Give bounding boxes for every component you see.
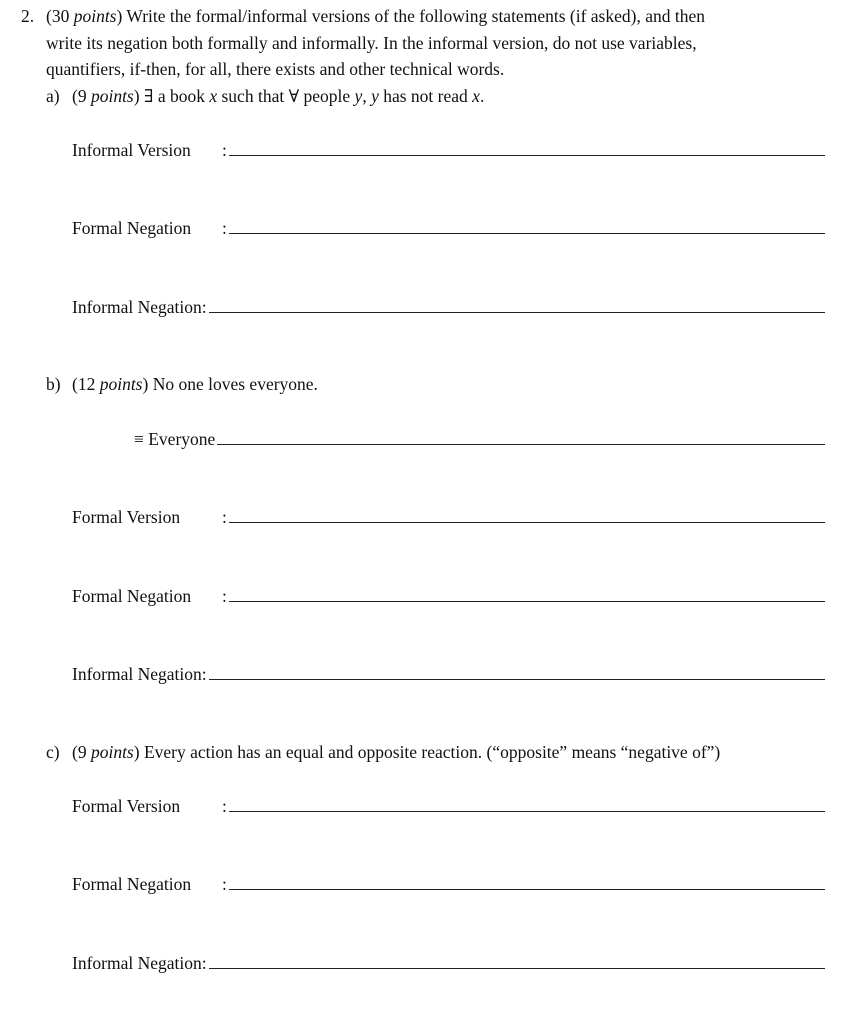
part-a-informal-negation-row — [72, 294, 825, 318]
part-b-field-label: Formal Negation — [72, 586, 192, 606]
part-a-informal-negation-blank[interactable] — [209, 312, 825, 313]
part-c-points-word: points — [90, 742, 134, 762]
part-a-points-word: points — [90, 86, 134, 106]
part-b-points-suffix: ) — [142, 374, 149, 394]
part-b-informal-negation-row — [72, 661, 825, 685]
part-c-field-colon: : — [222, 874, 227, 894]
part-b-field-colon: : — [222, 507, 227, 527]
part-a-var-y1: y — [354, 86, 363, 106]
part-c-formal-negation-blank[interactable] — [229, 889, 825, 890]
part-c-letter: c) — [46, 742, 60, 762]
part-a-letter: a) — [46, 86, 60, 106]
part-b-points-word: points — [99, 374, 143, 394]
part-b-formal-version-row — [72, 504, 825, 528]
part-c-heading — [46, 742, 720, 763]
question-intro-line-1 — [46, 6, 705, 27]
question-points-prefix: (30 — [46, 6, 74, 26]
question-points-word: points — [73, 6, 117, 26]
part-a-field-colon: : — [222, 140, 227, 160]
part-a-points-prefix: (9 — [72, 86, 91, 106]
part-c-informal-negation-blank[interactable] — [209, 968, 825, 969]
part-b-equivalent-blank[interactable] — [217, 444, 825, 445]
part-c-field-label: Informal Negation: — [72, 953, 207, 973]
part-b-equivalent-row — [134, 426, 825, 450]
part-b-formal-negation-row — [72, 583, 825, 607]
part-b-informal-negation-blank[interactable] — [209, 679, 825, 680]
part-b-letter: b) — [46, 374, 61, 394]
part-a-informal-version-blank[interactable] — [229, 155, 825, 156]
part-c-informal-negation-row — [72, 950, 825, 974]
part-a-heading — [46, 86, 484, 107]
question-intro-line-2: write its negation both formally and informally. In the informal version, do not use variables, — [46, 33, 697, 53]
part-b-heading — [46, 374, 318, 395]
part-c-field-label: Formal Version — [72, 796, 181, 816]
part-b-field-colon: : — [222, 586, 227, 606]
part-b-field-label: Informal Negation: — [72, 664, 207, 684]
part-c-statement: Every action has an equal and opposite reaction. (“opposite” means “negative of”) — [143, 742, 721, 762]
part-a-formal-negation-row — [72, 215, 825, 239]
part-c-points-prefix: (9 — [72, 742, 91, 762]
part-c-field-label: Formal Negation — [72, 874, 192, 894]
part-c-points-suffix: ) — [133, 742, 140, 762]
part-a-statement-1: ∃ a book — [143, 86, 210, 106]
part-a-period: . — [479, 86, 485, 106]
part-b-equiv-label: ≡ Everyone — [134, 429, 216, 449]
part-a-field-colon: : — [222, 218, 227, 238]
part-a-comma: , — [362, 86, 372, 106]
question-intro-text-1: Write the formal/informal versions of the following statements (if asked), and then — [126, 6, 705, 26]
part-a-var-y2: y — [371, 86, 379, 106]
question-number: 2. — [21, 6, 35, 26]
part-a-statement-2: such that ∀ people — [217, 86, 355, 106]
part-c-formal-version-row — [72, 793, 825, 817]
part-b-formal-negation-blank[interactable] — [229, 601, 825, 602]
part-c-formal-negation-row — [72, 871, 825, 895]
part-a-field-label: Informal Version — [72, 140, 191, 160]
question-intro-line-3: quantifiers, if-then, for all, there exists and other technical words. — [46, 59, 505, 79]
part-c-field-colon: : — [222, 796, 227, 816]
part-a-statement-3: has not read — [378, 86, 473, 106]
part-a-points-suffix: ) — [133, 86, 140, 106]
part-b-points-prefix: (12 — [72, 374, 100, 394]
part-a-field-label: Formal Negation — [72, 218, 192, 238]
part-a-var-x1: x — [209, 86, 218, 106]
question-points-suffix: ) — [116, 6, 123, 26]
part-a-formal-negation-blank[interactable] — [229, 233, 825, 234]
part-a-field-label: Informal Negation: — [72, 297, 207, 317]
part-b-formal-version-blank[interactable] — [229, 522, 825, 523]
part-b-statement: No one loves everyone. — [152, 374, 318, 394]
part-c-formal-version-blank[interactable] — [229, 811, 825, 812]
part-a-informal-version-row — [72, 137, 825, 161]
part-a-var-x2: x — [472, 86, 480, 106]
part-b-field-label: Formal Version — [72, 507, 181, 527]
